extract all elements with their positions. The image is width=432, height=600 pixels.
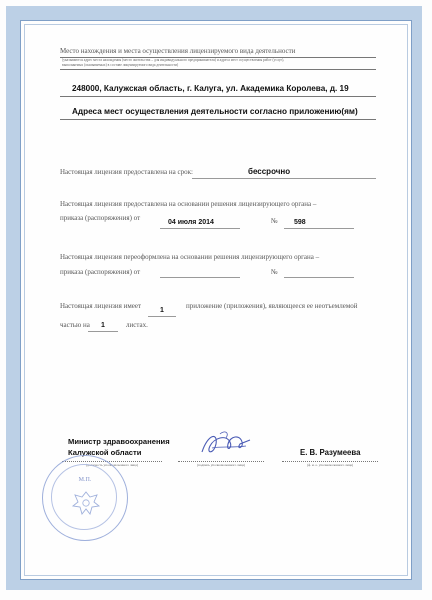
signature-caption: (подпись уполномоченного лица): [196, 463, 246, 467]
term-blank-line: [192, 178, 376, 179]
reissue-number-blank: [284, 277, 354, 278]
position-caption: (должность уполномоченного лица): [86, 463, 138, 467]
signatory-position-line1: Министр здравоохранения: [68, 437, 170, 446]
reissue-line2-prefix: приказа (распоряжения) от: [60, 268, 141, 276]
location-note-line2: выполняемых (оказываемых) в составе лицензируемого вида деятельности): [62, 63, 179, 67]
official-seal: [42, 455, 128, 541]
stamp-mark: М.П.: [78, 477, 92, 483]
note-rule: [60, 69, 376, 70]
appendix-line1-suffix: приложение (приложения), являющееся ее неотъемлемой: [186, 302, 358, 310]
location-heading: Место нахождения и места осуществления лицензируемого вида деятельности: [60, 47, 296, 55]
basis-line2-prefix: приказа (распоряжения) от: [60, 214, 141, 222]
basis-number-blank: [284, 228, 354, 229]
signatory-name: Е. В. Разумеева: [300, 448, 361, 457]
appendix-line1-prefix: Настоящая лицензия имеет: [60, 302, 142, 310]
address-text: 248000, Калужская область, г. Калуга, ул. Академика Королева, д. 19: [72, 84, 349, 93]
name-rule: [282, 461, 378, 462]
appendix-sheets: 1: [101, 322, 105, 329]
appendix-line2-suffix: листах.: [126, 321, 148, 329]
name-caption: (ф. и. о. уполномоченного лица): [306, 463, 354, 467]
term-value: бессрочно: [248, 167, 291, 176]
basis-date-blank: [160, 228, 240, 229]
signatory-position-line2: Калужской области: [68, 448, 142, 457]
activity-sites-rule: [60, 119, 376, 120]
basis-date: 04 июля 2014: [168, 219, 214, 226]
activity-sites-text: Адреса мест осуществления деятельности согласно приложению(ям): [72, 107, 358, 116]
reissue-number-sign: №: [271, 268, 278, 276]
location-note-line1: (указываются адрес места нахождения (место жительства – для индивидуального предпринимателя) и адреса мест осуществления работ (услуг),: [62, 58, 285, 62]
address-rule: [60, 96, 376, 97]
reissue-line1: Настоящая лицензия переоформлена на основании решения лицензирующего органа –: [60, 253, 320, 261]
signature-mark: [196, 428, 254, 460]
appendix-count-blank: [148, 316, 176, 317]
reissue-date-blank: [160, 277, 240, 278]
signature-rule: [178, 461, 264, 462]
term-label: Настоящая лицензия предоставлена на срок:: [60, 168, 193, 176]
appendix-line2-prefix: частью на: [60, 321, 90, 329]
basis-line1: Настоящая лицензия предоставлена на основании решения лицензирующего органа –: [60, 200, 317, 208]
basis-number: 598: [294, 219, 306, 226]
appendix-sheets-blank: [88, 331, 118, 332]
basis-number-sign: №: [271, 217, 278, 225]
appendix-count: 1: [160, 307, 164, 314]
coat-of-arms-icon: [70, 488, 102, 518]
